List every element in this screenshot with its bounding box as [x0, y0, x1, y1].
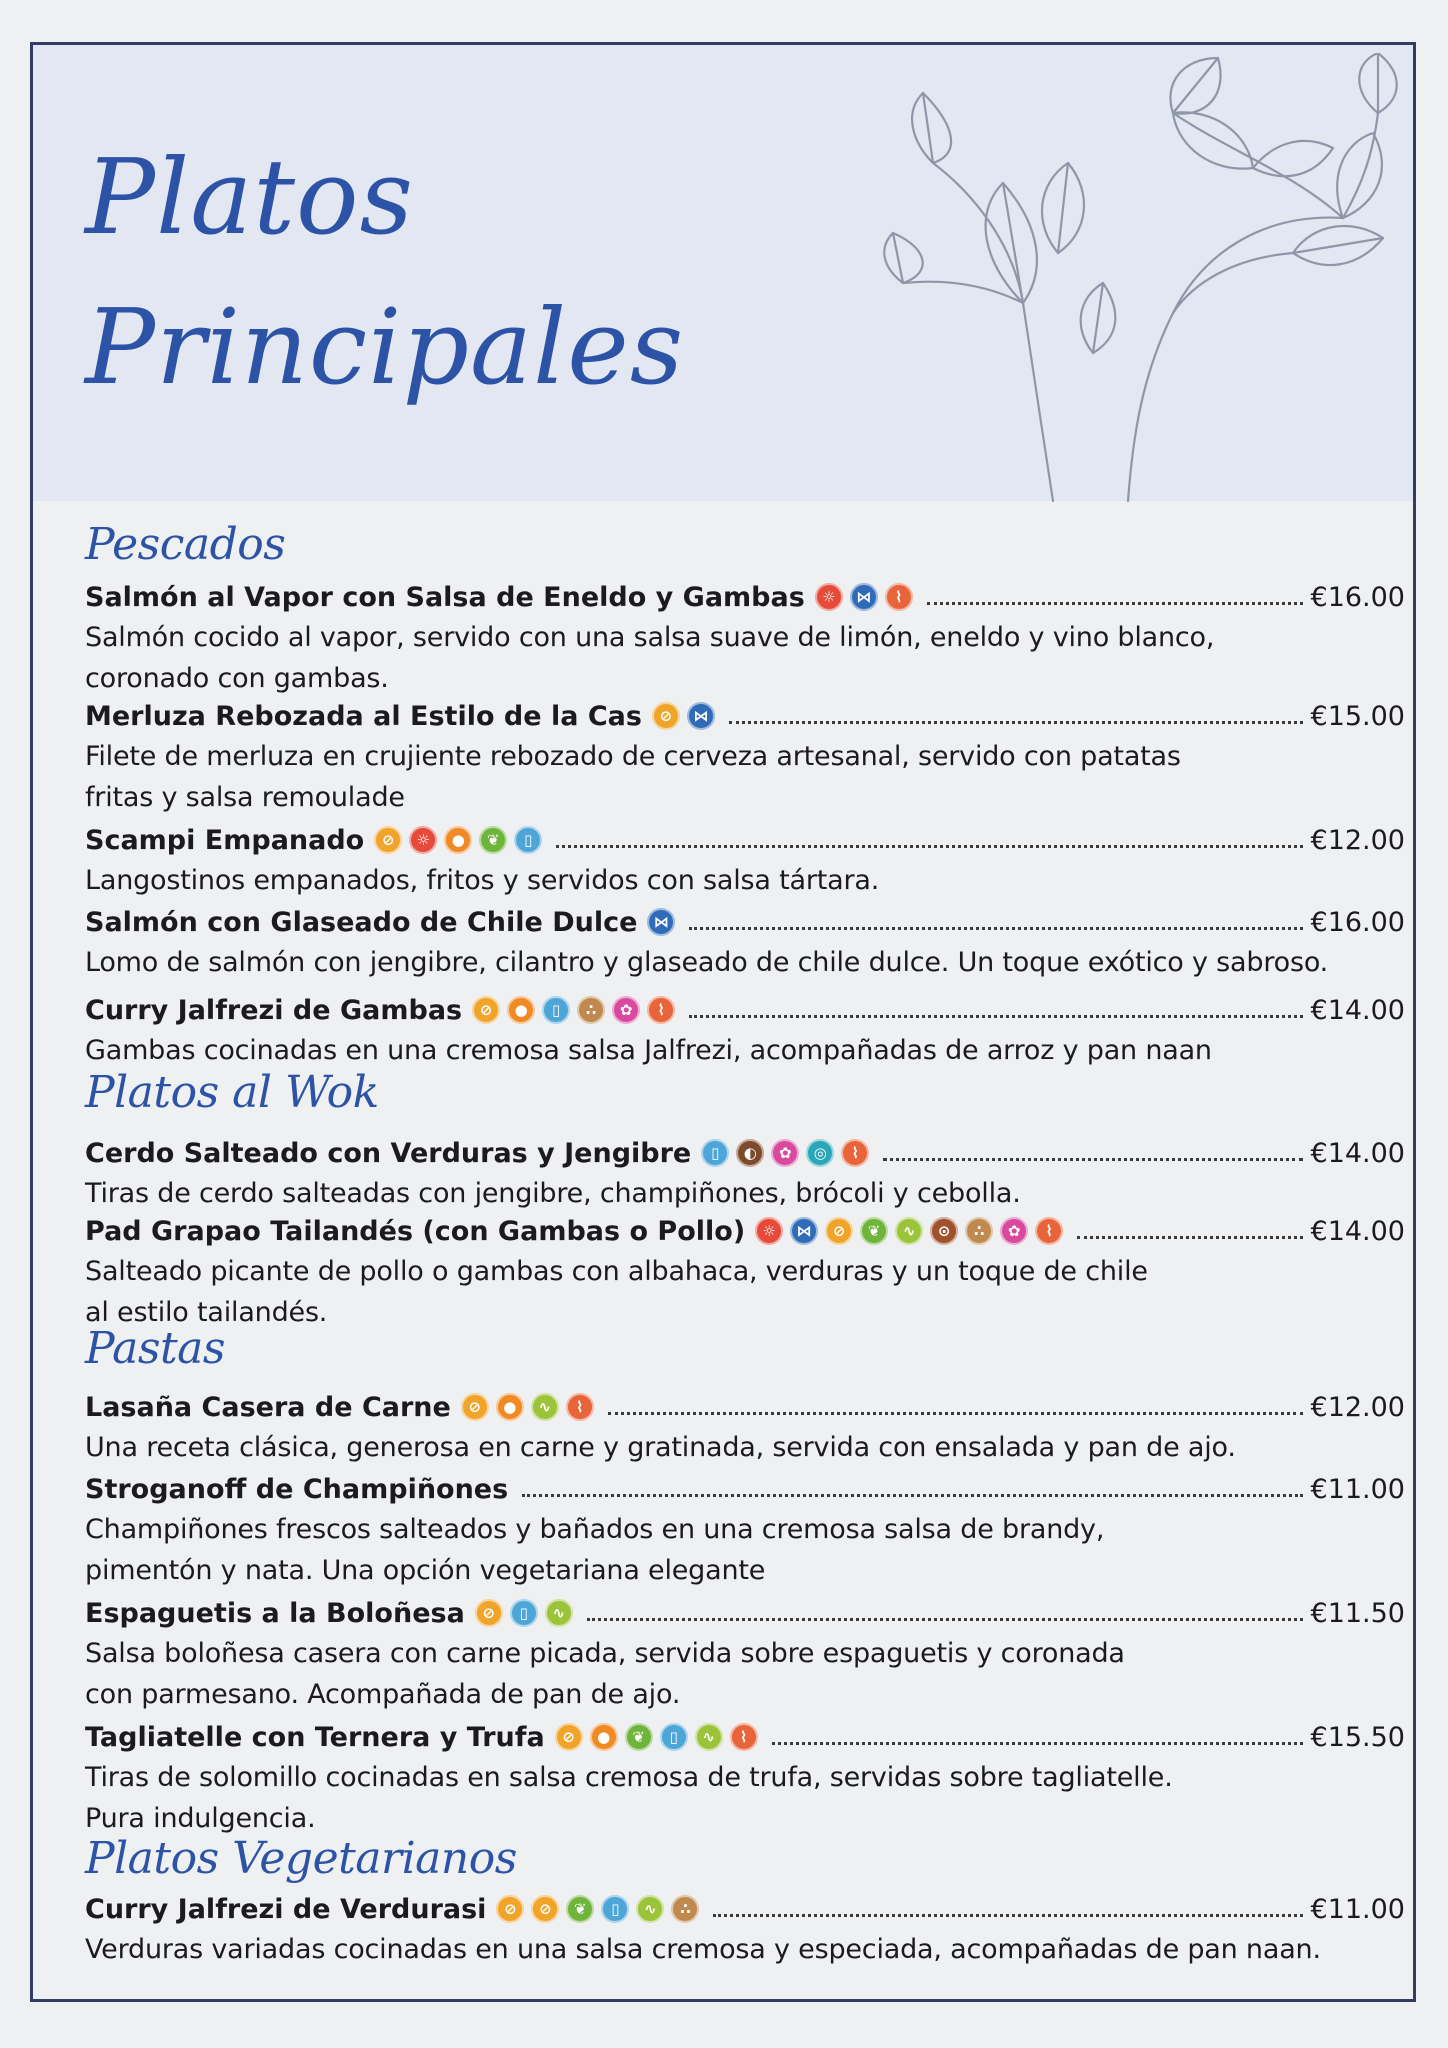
soy-icon: ▯: [660, 1723, 688, 1751]
dish-price: €16.00: [1310, 581, 1405, 613]
dish-name: Curry Jalfrezi de Verdurasi: [85, 1893, 487, 1925]
crustacean-icon: ☼: [815, 583, 843, 611]
menu-item-header: [85, 1211, 1405, 1251]
menu-item-header: [85, 1469, 1405, 1509]
allergen-icons: [374, 826, 542, 854]
sesame-icon: ∴: [965, 1217, 993, 1245]
peanut-icon: ⊙: [930, 1217, 958, 1245]
gluten-icon: ⊘: [475, 1599, 503, 1627]
dish-name: Salmón con Glaseado de Chile Dulce: [85, 906, 638, 938]
lupin-icon: ✿: [771, 1139, 799, 1167]
menu-item-header: [85, 577, 1405, 617]
sesame-icon: ∴: [671, 1895, 699, 1923]
dotted-leader: [689, 925, 1302, 930]
gluten-icon: ⊘: [825, 1217, 853, 1245]
dish-name: Lasaña Casera de Carne: [85, 1391, 451, 1423]
menu-item: [85, 1717, 1405, 1839]
gluten-icon: ⊘: [555, 1723, 583, 1751]
menu-item-header: [85, 696, 1405, 736]
soy-icon: ▯: [510, 1599, 538, 1627]
dotted-leader: [729, 719, 1303, 724]
soy-icon: ▯: [542, 996, 570, 1024]
menu-item-header: [85, 820, 1405, 860]
allergen-icons: [701, 1139, 869, 1167]
dotted-leader: [522, 1492, 1302, 1497]
dish-description-line: Tiras de cerdo salteadas con jengibre, champiñones, brócoli y cebolla.: [85, 1178, 1021, 1209]
dish-description-line: pimentón y nata. Una opción vegetariana elegante: [85, 1555, 766, 1586]
gluten-icon: ⊘: [531, 1895, 559, 1923]
dish-name: Curry Jalfrezi de Gambas: [85, 994, 463, 1026]
gluten-icon: ⊘: [472, 996, 500, 1024]
dish-name: Tagliatelle con Ternera y Trufa: [85, 1721, 545, 1753]
celery-icon: ❦: [566, 1895, 594, 1923]
sesame-icon: ∴: [577, 996, 605, 1024]
allergen-icons: [496, 1895, 699, 1923]
menu-item-header: [85, 1387, 1405, 1427]
mustard-icon: ⌇: [647, 996, 675, 1024]
menu-item: [85, 990, 1405, 1071]
egg-icon: ●: [496, 1393, 524, 1421]
dairy-icon: ◐: [736, 1139, 764, 1167]
dish-name: Merluza Rebozada al Estilo de la Cas: [85, 700, 642, 732]
section-title-pastas: Pastas: [85, 1323, 225, 1374]
dish-name: Stroganoff de Champiñones: [85, 1473, 509, 1505]
dotted-leader: [772, 1740, 1303, 1745]
allergen-icons: [815, 583, 913, 611]
dotted-leader: [587, 1616, 1303, 1621]
celery-icon: ❦: [479, 826, 507, 854]
sulphite-icon: ∿: [695, 1723, 723, 1751]
dish-price: €15.00: [1310, 700, 1405, 732]
dotted-leader: [883, 1156, 1302, 1161]
dotted-leader: [689, 1013, 1302, 1018]
fish-icon: ⋈: [790, 1217, 818, 1245]
soy-icon: ▯: [514, 826, 542, 854]
dish-description-line: Verduras variadas cocinadas en una salsa cremosa y especiada, acompañadas de pan naan.: [85, 1934, 1321, 1965]
menu-item-header: [85, 990, 1405, 1030]
dish-name: Scampi Empanado: [85, 824, 365, 856]
mustard-icon: ⌇: [566, 1393, 594, 1421]
lupin-icon: ✿: [612, 996, 640, 1024]
allergen-icons: [647, 908, 675, 936]
sulphite-icon: ∿: [636, 1895, 664, 1923]
gluten-icon: ⊘: [374, 826, 402, 854]
menu-item: [85, 696, 1405, 818]
dish-price: €12.00: [1310, 1391, 1405, 1423]
dish-description-line: coronado con gambas.: [85, 663, 389, 694]
dish-name: Pad Grapao Tailandés (con Gambas o Pollo): [85, 1215, 746, 1247]
menu-item-header: [85, 1717, 1405, 1757]
dish-description-line: con parmesano. Acompañada de pan de ajo.: [85, 1679, 681, 1710]
dish-description-line: Gambas cocinadas en una cremosa salsa Jalfrezi, acompañadas de arroz y pan naan: [85, 1035, 1212, 1066]
celery-icon: ❦: [860, 1217, 888, 1245]
menu-item-header: [85, 902, 1405, 942]
mustard-icon: ⌇: [841, 1139, 869, 1167]
dish-price: €14.00: [1310, 1137, 1405, 1169]
mustard-icon: ⌇: [885, 583, 913, 611]
section-title-platos-vegetarianos: Platos Vegetarianos: [85, 1833, 517, 1884]
allergen-icons: [472, 996, 675, 1024]
page-title-line-1: Platos: [85, 136, 415, 258]
dotted-leader: [1077, 1234, 1302, 1239]
dish-name: Cerdo Salteado con Verduras y Jengibre: [85, 1137, 692, 1169]
section-title-pescados: Pescados: [85, 519, 286, 570]
menu-page-frame: [30, 42, 1416, 2002]
dish-price: €11.00: [1310, 1473, 1405, 1505]
dotted-leader: [927, 600, 1303, 605]
dish-price: €12.00: [1310, 824, 1405, 856]
decorative-leaves-illustration: [873, 53, 1413, 503]
dish-description-line: Pura indulgencia.: [85, 1803, 316, 1834]
egg-icon: ●: [507, 996, 535, 1024]
gluten-icon: ⊘: [461, 1393, 489, 1421]
allergen-icons: [475, 1599, 573, 1627]
menu-item-header: [85, 1133, 1405, 1173]
dish-description-line: Lomo de salmón con jengibre, cilantro y glaseado de chile dulce. Un toque exótico y sabroso.: [85, 947, 1329, 978]
dish-description-line: Langostinos empanados, fritos y servidos con salsa tártara.: [85, 865, 880, 896]
mollusc-icon: ◎: [806, 1139, 834, 1167]
menu-item: [85, 1211, 1405, 1333]
menu-item: [85, 1469, 1405, 1591]
dish-name: Espaguetis a la Boloñesa: [85, 1597, 465, 1629]
egg-icon: ●: [444, 826, 472, 854]
gluten-icon: ⊘: [652, 702, 680, 730]
dish-description-line: Salsa boloñesa casera con carne picada, servida sobre espaguetis y coronada: [85, 1638, 1125, 1669]
menu-item: [85, 902, 1405, 983]
menu-item: [85, 577, 1405, 699]
soy-icon: ▯: [601, 1895, 629, 1923]
celery-icon: ❦: [625, 1723, 653, 1751]
mustard-icon: ⌇: [730, 1723, 758, 1751]
menu-item: [85, 1387, 1405, 1468]
dish-description-line: Salteado picante de pollo o gambas con albahaca, verduras y un toque de chile: [85, 1256, 1148, 1287]
dish-price: €16.00: [1310, 906, 1405, 938]
dish-price: €11.50: [1310, 1597, 1405, 1629]
menu-item-header: [85, 1889, 1405, 1929]
dish-price: €14.00: [1310, 994, 1405, 1026]
soy-icon: ▯: [701, 1139, 729, 1167]
dish-description-line: Champiñones frescos salteados y bañados en una cremosa salsa de brandy,: [85, 1514, 1105, 1545]
lupin-icon: ✿: [1000, 1217, 1028, 1245]
sulphite-icon: ∿: [545, 1599, 573, 1627]
dish-price: €15.50: [1310, 1721, 1405, 1753]
menu-item-header: [85, 1593, 1405, 1633]
fish-icon: ⋈: [687, 702, 715, 730]
allergen-icons: [461, 1393, 594, 1421]
sulphite-icon: ∿: [895, 1217, 923, 1245]
mustard-icon: ⌇: [1035, 1217, 1063, 1245]
egg-icon: ●: [590, 1723, 618, 1751]
dish-description-line: Una receta clásica, generosa en carne y gratinada, servida con ensalada y pan de ajo.: [85, 1432, 1236, 1463]
menu-item: [85, 1593, 1405, 1715]
dish-price: €11.00: [1310, 1893, 1405, 1925]
gluten-icon: ⊘: [496, 1895, 524, 1923]
dish-description-line: Salmón cocido al vapor, servido con una salsa suave de limón, eneldo y vino blanco,: [85, 622, 1215, 653]
crustacean-icon: ☼: [755, 1217, 783, 1245]
dotted-leader: [608, 1410, 1303, 1415]
crustacean-icon: ☼: [409, 826, 437, 854]
sulphite-icon: ∿: [531, 1393, 559, 1421]
page-title-line-2: Principales: [85, 286, 685, 408]
dotted-leader: [556, 843, 1302, 848]
dish-description-line: al estilo tailandés.: [85, 1297, 328, 1328]
dish-description-line: fritas y salsa remoulade: [85, 782, 405, 813]
allergen-icons: [755, 1217, 1063, 1245]
allergen-icons: [652, 702, 715, 730]
menu-item: [85, 1889, 1405, 1970]
fish-icon: ⋈: [850, 583, 878, 611]
dish-name: Salmón al Vapor con Salsa de Eneldo y Gambas: [85, 581, 805, 613]
dish-description-line: Filete de merluza en crujiente rebozado de cerveza artesanal, servido con patatas: [85, 741, 1181, 772]
allergen-icons: [555, 1723, 758, 1751]
dotted-leader: [713, 1912, 1302, 1917]
fish-icon: ⋈: [647, 908, 675, 936]
dish-price: €14.00: [1310, 1215, 1405, 1247]
dish-description-line: Tiras de solomillo cocinadas en salsa cremosa de trufa, servidas sobre tagliatelle.: [85, 1762, 1173, 1793]
section-title-platos-al-wok: Platos al Wok: [85, 1067, 379, 1118]
menu-item: [85, 1133, 1405, 1214]
menu-item: [85, 820, 1405, 901]
